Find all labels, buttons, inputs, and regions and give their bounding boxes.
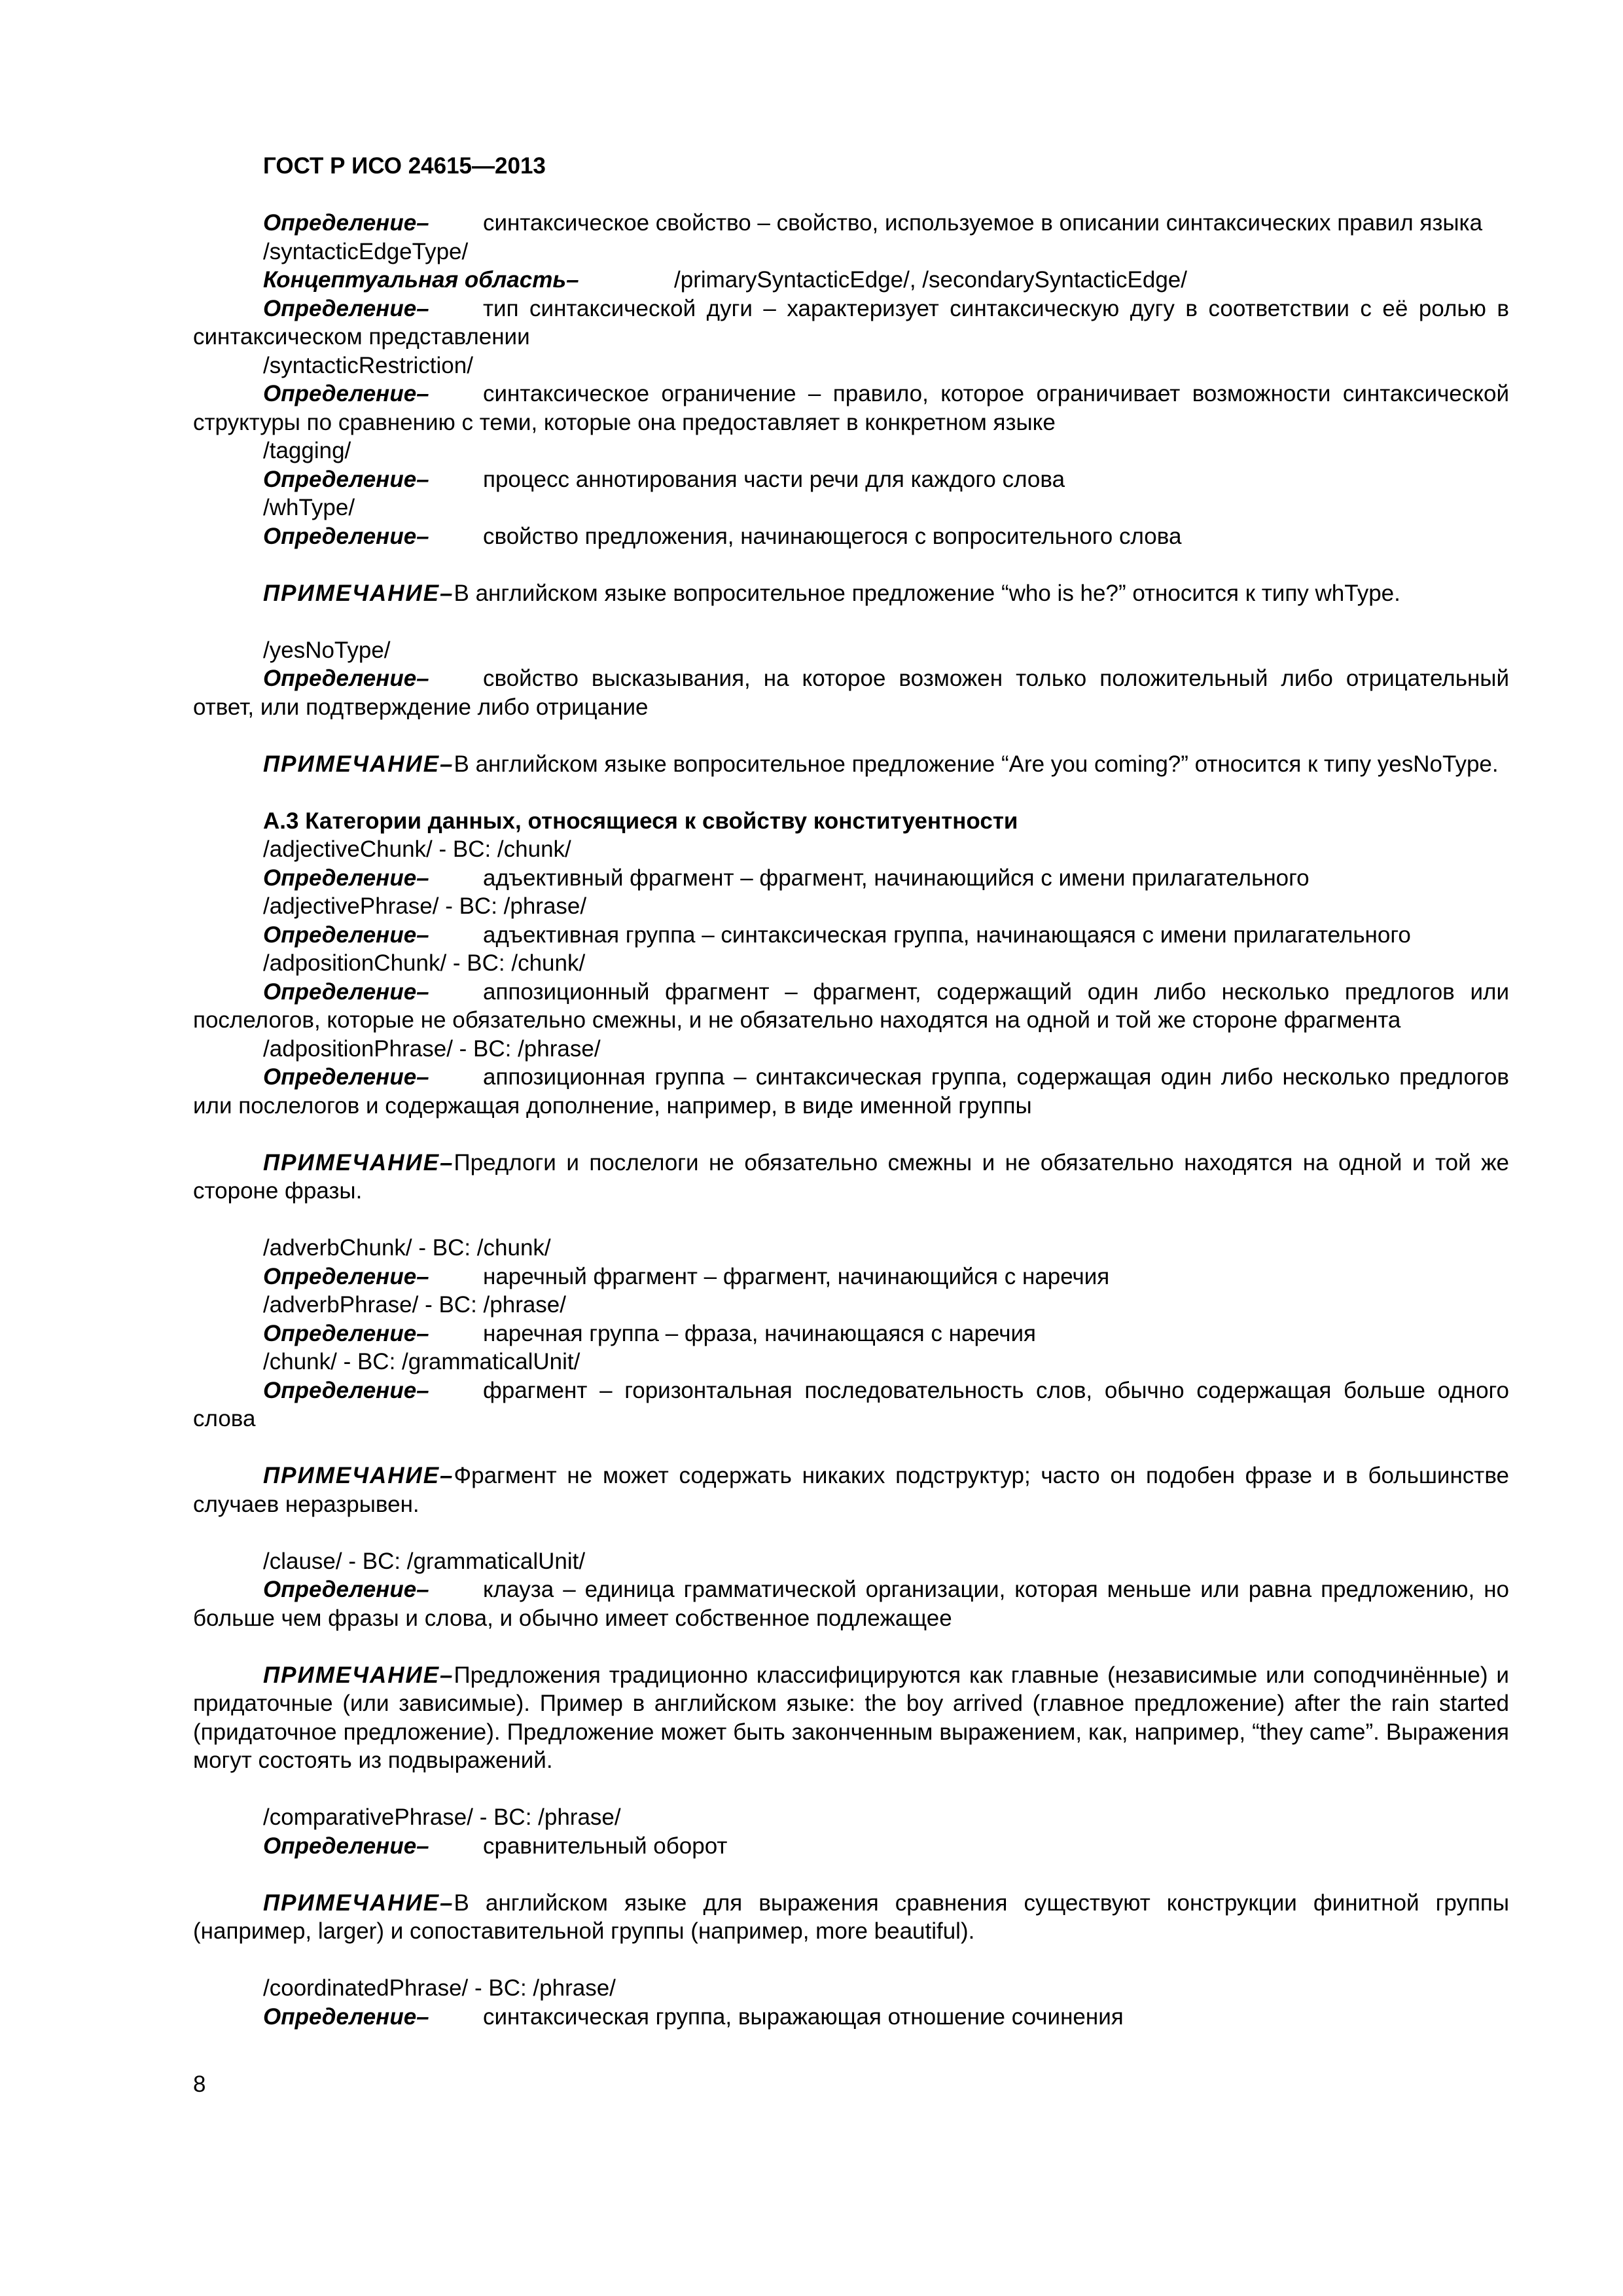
- definition-label: Определение–: [263, 466, 429, 492]
- term: /adpositionChunk/ - BC: /chunk/: [263, 950, 586, 976]
- note-label: ПРИМЕЧАНИЕ–: [263, 1662, 454, 1688]
- definition-label: Определение–: [263, 1064, 429, 1090]
- definition-label: Определение–: [263, 865, 429, 891]
- definition-text: свойство предложения, начинающегося с вопросительного слова: [483, 523, 1182, 549]
- definition: [193, 978, 1509, 1035]
- definition: [263, 1319, 1509, 1348]
- definition: [263, 1263, 1509, 1291]
- definition-label: Определение–: [263, 666, 429, 691]
- section-heading: А.3 Категории данных, относящиеся к свойству конституентности: [263, 808, 1018, 834]
- note-text: Предлоги и послелоги не обязательно смежны и не обязательно находятся на одной и той же стороне фразы.: [193, 1149, 1509, 1204]
- term: /whType/: [263, 495, 355, 520]
- term: /coordinatedPhrase/ - BC: /phrase/: [263, 1975, 616, 2001]
- note: [193, 1661, 1509, 1775]
- term: /adverbChunk/ - BC: /chunk/: [263, 1235, 551, 1261]
- term: /clause/ - BC: /grammaticalUnit/: [263, 1548, 586, 1574]
- note: [193, 1889, 1509, 1946]
- note: [193, 1149, 1509, 1206]
- definition-text: аппозиционная группа – синтаксическая группа, содержащая один либо несколько предлогов или послелогов и содержащая дополнение, например, в виде именной группы: [193, 1064, 1509, 1119]
- domain-text: /primarySyntacticEdge/, /secondarySyntacticEdge/: [674, 267, 1187, 293]
- note-text: Предложения традиционно классифицируются как главные (независимые или соподчинённые) и придаточные (или зависимые). Пример в английском языке: the boy arrived (главное предложение) after the rain started (придаточное предложение). Предложение может быть законченным выражением, как, например, “they came”. Выражения могут состоять из подвыражений.: [193, 1662, 1509, 1773]
- note-text: В английском языке вопросительное предложение “who is he?” относится к типу whType.: [454, 580, 1400, 606]
- definition-text: наречный фрагмент – фрагмент, начинающийся с наречия: [483, 1263, 1110, 1289]
- definition-label: Определение–: [263, 1320, 429, 1346]
- definition-label: Определение–: [263, 978, 429, 1005]
- definition-label: Определение–: [263, 1377, 429, 1403]
- definition: [263, 522, 1509, 551]
- definition-text: аппозиционный фрагмент – фрагмент, содержащий один либо несколько предлогов или послелогов, которые не обязательно смежны, и не обязательно находятся на одной и той же стороне фрагмента: [193, 978, 1509, 1033]
- term: /syntacticEdgeType/: [263, 238, 469, 264]
- definition-label: Определение–: [263, 523, 429, 549]
- term: /tagging/: [263, 438, 351, 463]
- note-label: ПРИМЕЧАНИЕ–: [263, 1463, 454, 1488]
- term: /comparativePhrase/ - BC: /phrase/: [263, 1804, 621, 1830]
- term: /adverbPhrase/ - BC: /phrase/: [263, 1292, 566, 1318]
- note-text: В английском языке для выражения сравнения существуют конструкции финитной группы (например, larger) и сопоставительной группы (например, more beautiful).: [193, 1890, 1509, 1944]
- definition-text: адъективная группа – синтаксическая группа, начинающаяся с имени прилагательного: [483, 922, 1411, 948]
- note: [193, 579, 1509, 608]
- definition-text: синтаксическая группа, выражающая отношение сочинения: [483, 2003, 1124, 2030]
- note: [193, 1462, 1509, 1518]
- definition-label: Определение–: [263, 381, 429, 406]
- definition: [193, 664, 1509, 721]
- page-header: ГОСТ Р ИСО 24615—2013: [263, 153, 546, 179]
- definition: [263, 465, 1509, 494]
- term: /yesNoType/: [263, 637, 391, 663]
- definition: [193, 1376, 1509, 1433]
- definition: [193, 1575, 1509, 1632]
- term: /chunk/ - BC: /grammaticalUnit/: [263, 1349, 580, 1374]
- definition-text: фрагмент – горизонтальная последовательность слов, обычно содержащая больше одного слова: [193, 1377, 1509, 1431]
- definition: [263, 2003, 1509, 2032]
- definition-text: синтаксическое свойство – свойство, используемое в описании синтаксических правил языка: [483, 210, 1483, 236]
- definition: [263, 1832, 1509, 1861]
- note-label: ПРИМЕЧАНИЕ–: [263, 580, 454, 606]
- definition: [193, 380, 1509, 437]
- definition-label: Определение–: [263, 1577, 429, 1602]
- definition: [263, 921, 1509, 950]
- definition-text: адъективный фрагмент – фрагмент, начинающийся с имени прилагательного: [483, 865, 1310, 891]
- definition-label: Определение–: [263, 922, 429, 948]
- term: /adjectivePhrase/ - BC: /phrase/: [263, 893, 587, 919]
- definition-text: синтаксическое ограничение – правило, которое ограничивает возможности синтаксической структуры по сравнению с теми, которые она предоставляет в конкретном языке: [193, 381, 1509, 435]
- note-label: ПРИМЕЧАНИЕ–: [263, 1890, 454, 1916]
- note-label: ПРИМЕЧАНИЕ–: [263, 751, 454, 777]
- term: /adjectiveChunk/ - BC: /chunk/: [263, 836, 571, 862]
- note-text: В английском языке вопросительное предложение “Are you coming?” относится к типу yesNoType.: [454, 751, 1499, 777]
- conceptual-domain: [263, 266, 1509, 295]
- page-number: 8: [193, 2072, 206, 2097]
- note-label: ПРИМЕЧАНИЕ–: [263, 1149, 454, 1175]
- definition-label: Определение–: [263, 1263, 429, 1289]
- term: /syntacticRestriction/: [263, 352, 473, 378]
- definition-label: Определение–: [263, 295, 429, 321]
- definition-text: наречная группа – фраза, начинающаяся с наречия: [483, 1320, 1036, 1346]
- definition-label: Определение–: [263, 1833, 429, 1859]
- definition-text: процесс аннотирования части речи для каждого слова: [483, 466, 1065, 492]
- definition-label: Определение–: [263, 210, 429, 236]
- definition: [263, 864, 1509, 893]
- definition-text: свойство высказывания, на которое возможен только положительный либо отрицательный ответ, или подтверждение либо отрицание: [193, 666, 1509, 720]
- definition-text: тип синтаксической дуги – характеризует синтаксическую дугу в соответствии с её ролью в синтаксическом представлении: [193, 295, 1509, 350]
- domain-label: Концептуальная область–: [263, 267, 579, 293]
- term: /adpositionPhrase/ - BC: /phrase/: [263, 1035, 601, 1062]
- definition-label: Определение–: [263, 2003, 429, 2030]
- definition: [193, 1063, 1509, 1120]
- definition: [193, 209, 1509, 238]
- note: [193, 750, 1509, 779]
- definition-text: сравнительный оборот: [483, 1833, 728, 1859]
- definition: [193, 295, 1509, 351]
- note-text: Фрагмент не может содержать никаких подструктур; часто он подобен фразе и в большинстве случаев неразрывен.: [193, 1463, 1509, 1517]
- definition-text: клауза – единица грамматической организации, которая меньше или равна предложению, но больше чем фразы и слова, и обычно имеет собственное подлежащее: [193, 1577, 1509, 1631]
